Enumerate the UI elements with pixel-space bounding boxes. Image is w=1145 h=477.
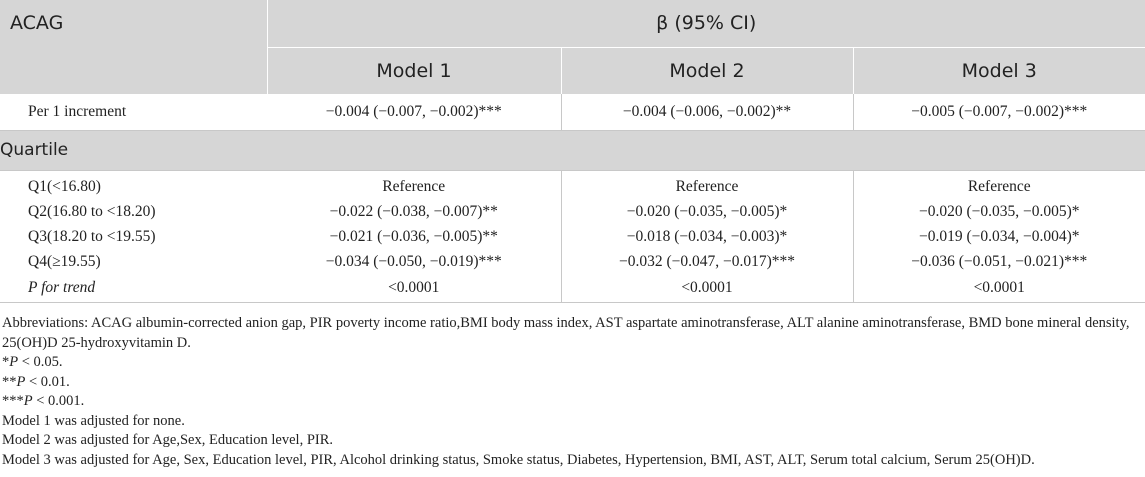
- table-row: [0, 274, 1145, 302]
- quartile-label: Q4(≥19.55): [28, 252, 101, 270]
- beta-ci-header: β (95% CI): [267, 0, 1145, 47]
- quartile-label: Q2(16.80 to <18.20): [28, 202, 156, 220]
- per-increment-model-3: −0.005 (−0.007, −0.002)***: [853, 94, 1145, 130]
- significance-note-1: [2, 353, 1140, 373]
- quartile-label: Q3(18.20 to <19.55): [28, 227, 156, 245]
- table-row: [0, 249, 1145, 274]
- model-2-note: Model 2 was adjusted for Age,Sex, Education level, PIR.: [2, 432, 334, 448]
- sig-mark: **: [2, 373, 17, 390]
- per-increment-row: [0, 94, 1145, 130]
- model-3-value: Reference: [853, 170, 1145, 199]
- model-1-value: −0.021 (−0.036, −0.005)**: [329, 227, 498, 245]
- sig-threshold: < 0.001.: [32, 393, 85, 409]
- header-row-top: [0, 0, 1145, 47]
- quartile-section-label: Quartile: [0, 130, 1145, 170]
- table-row: [0, 170, 1145, 199]
- model-1-note: Model 1 was adjusted for none.: [2, 412, 185, 429]
- p-for-trend-label: P for trend: [0, 274, 267, 302]
- sig-threshold: < 0.01.: [25, 373, 70, 390]
- model-2-value: Reference: [561, 170, 853, 199]
- model-2-value: −0.020 (−0.035, −0.005)*: [561, 199, 853, 224]
- model-1-value: −0.034 (−0.050, −0.019)***: [325, 252, 502, 270]
- quartile-label: Q1(<16.80): [28, 177, 101, 195]
- model-3-value: −0.020 (−0.035, −0.005)*: [853, 199, 1145, 224]
- model-2-value: −0.018 (−0.034, −0.003)*: [561, 224, 853, 249]
- sig-threshold: < 0.05.: [18, 354, 63, 370]
- model-2-value: <0.0001: [561, 274, 853, 302]
- model-1-value: <0.0001: [267, 274, 561, 302]
- abbreviations-note: Abbreviations: ACAG albumin-corrected anion gap, PIR poverty income ratio,BMI body mass index, AST aspartate aminotransferase, ALT alanine aminotransferase, BMD bone mineral density, 25(OH)D 25-hydroxyvitamin D.: [2, 315, 1130, 351]
- p-symbol: P: [23, 393, 33, 409]
- significance-note-2: [2, 373, 1140, 393]
- model-3-header: Model 3: [853, 47, 1145, 94]
- footnotes: [2, 314, 1140, 470]
- model-3-value: −0.019 (−0.034, −0.004)*: [853, 224, 1145, 249]
- model-3-value: −0.036 (−0.051, −0.021)***: [853, 249, 1145, 274]
- model-1-value: Reference: [382, 177, 446, 195]
- model-3-value: <0.0001: [853, 274, 1145, 302]
- row-label-header: ACAG: [0, 0, 267, 94]
- model-2-value: −0.032 (−0.047, −0.017)***: [561, 249, 853, 274]
- model-2-header: Model 2: [561, 47, 853, 94]
- table-row: [0, 224, 1145, 249]
- per-increment-model-2: −0.004 (−0.006, −0.002)**: [561, 94, 853, 130]
- quartile-section-row: [0, 130, 1145, 170]
- model-1-header: Model 1: [376, 59, 452, 82]
- table-row: [0, 199, 1145, 224]
- p-symbol: P: [16, 373, 26, 390]
- sig-mark: ***: [2, 393, 24, 409]
- p-symbol: P: [9, 354, 19, 370]
- per-increment-model-1: −0.004 (−0.007, −0.002)***: [267, 94, 561, 130]
- model-1-value: −0.022 (−0.038, −0.007)**: [329, 202, 498, 220]
- significance-note-3: [2, 392, 1140, 412]
- per-increment-label: Per 1 increment: [0, 94, 267, 130]
- model-3-note: Model 3 was adjusted for Age, Sex, Education level, PIR, Alcohol drinking status, Smoke status, Diabetes, Hypertension, BMI, AST, ALT, Serum total calcium, Serum 25(OH)D.: [2, 451, 1035, 468]
- sig-mark: *: [2, 354, 10, 370]
